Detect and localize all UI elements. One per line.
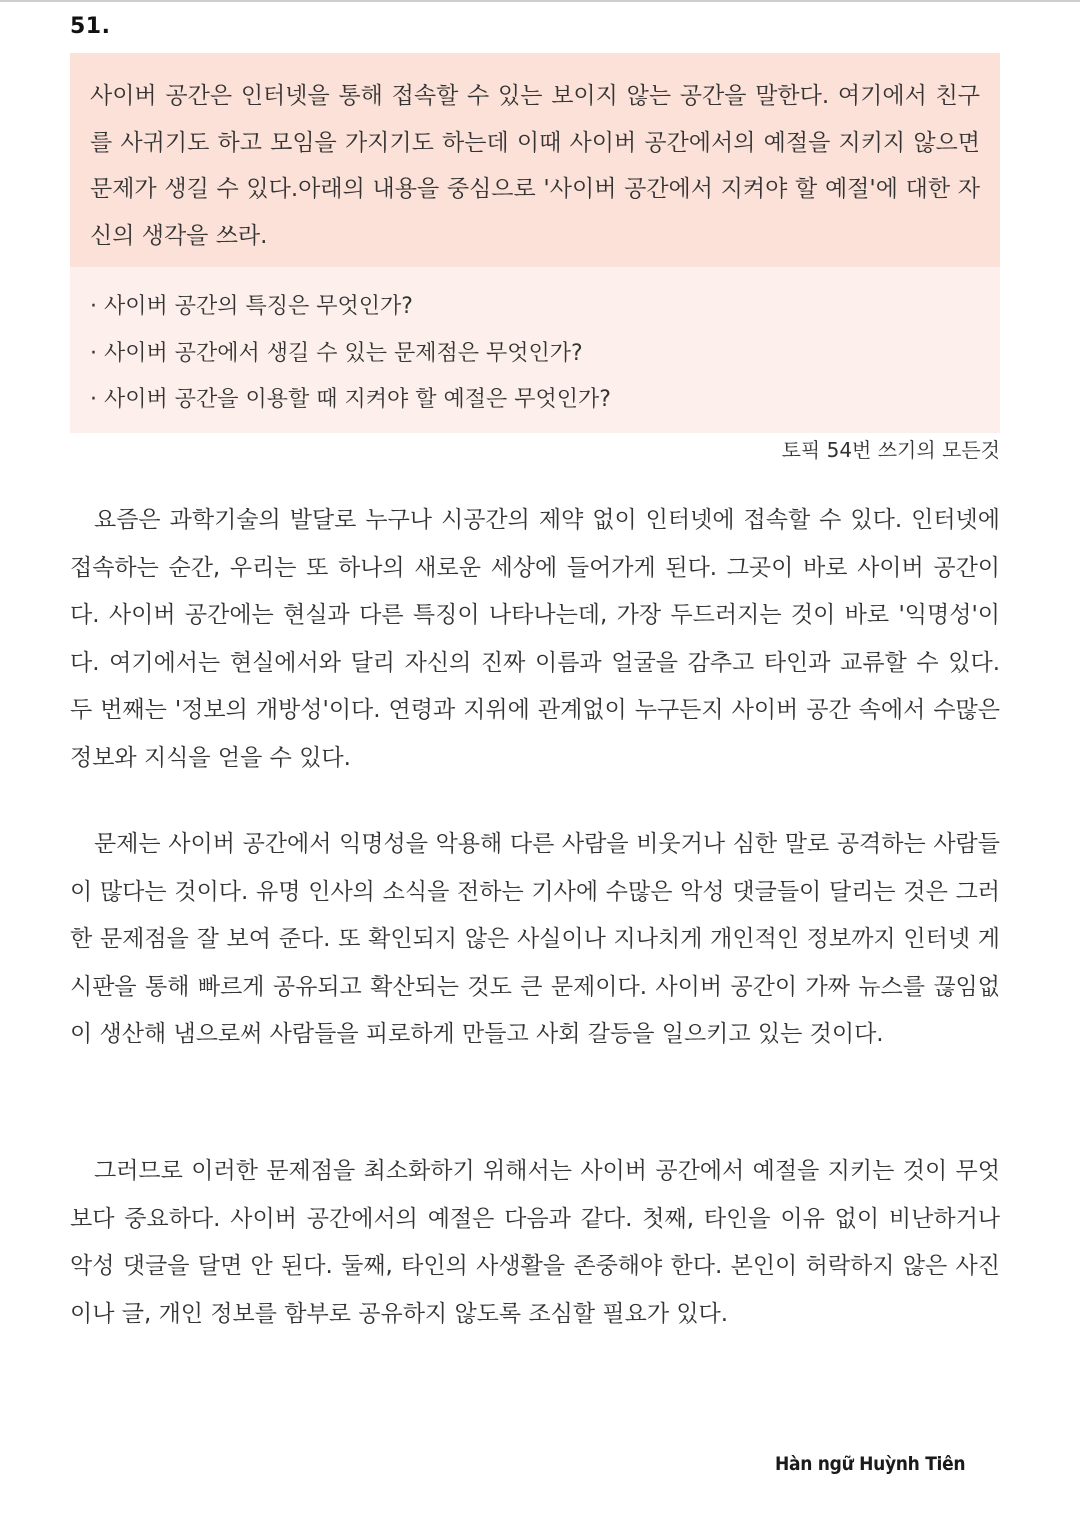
guide-box — [70, 267, 1000, 433]
essay-paragraph: 그러므로 이러한 문제점을 최소화하기 위해서는 사이버 공간에서 예절을 지키는 것이 무엇보다 중요하다. 사이버 공간에서의 예절은 다음과 같다. 첫째, 타인을 이유 없이 비난하거나 악성 댓글을 달면 안 된다. 둘째, 타인의 사생활을 존중해야 한다. 본인이 허락하지 않은 사진이나 글, 개인 정보를 함부로 공유하지 않도록 조심할 필요가 있다. — [70, 1158, 1000, 1327]
author-credit: Hàn ngữ Huỳnh Tiên — [775, 1453, 966, 1475]
guide-item: · 사이버 공간의 특징은 무엇인가? — [90, 294, 413, 319]
guide-list — [90, 284, 980, 424]
prompt-text: 사이버 공간은 인터넷을 통해 접속할 수 있는 보이지 않는 공간을 말한다. 여기에서 친구를 사귀기도 하고 모임을 가지기도 하는데 이때 사이버 공간에서의 예절을 지키지 않으면 문제가 생길 수 있다.아래의 내용을 중심으로 '사이버 공간에서 지켜야 할 예절'에 대한 자신의 생각을 쓰라. — [90, 83, 980, 249]
essay-paragraph: 문제는 사이버 공간에서 익명성을 악용해 다른 사람을 비웃거나 심한 말로 공격하는 사람들이 많다는 것이다. 유명 인사의 소식을 전하는 기사에 수많은 악성 댓글들이 달리는 것은 그러한 문제점을 잘 보여 준다. 또 확인되지 않은 사실이나 지나치게 개인적인 정보까지 인터넷 게시판을 통해 빠르게 공유되고 확산되는 것도 큰 문제이다. 사이버 공간이 가짜 뉴스를 끊임없이 생산해 냄으로써 사람들을 피로하게 만들고 사회 갈등을 일으키고 있는 것이다. — [70, 831, 1000, 1047]
guide-item: · 사이버 공간을 이용할 때 지켜야 할 예절은 무엇인가? — [90, 387, 611, 412]
prompt-box — [70, 53, 1000, 267]
essay-paragraph: 요즘은 과학기술의 발달로 누구나 시공간의 제약 없이 인터넷에 접속할 수 있다. 인터넷에 접속하는 순간, 우리는 또 하나의 새로운 세상에 들어가게 된다. 그곳이 바로 사이버 공간이다. 사이버 공간에는 현실과 다른 특징이 나타나는데, 가장 두드러지는 것이 바로 '익명성'이다. 여기에서는 현실에서와 달리 자신의 진짜 이름과 얼굴을 감추고 타인과 교류할 수 있다. 두 번째는 '정보의 개방성'이다. 연령과 지위에 관계없이 누구든지 사이버 공간 속에서 수많은 정보와 지식을 얻을 수 있다. — [70, 507, 1000, 771]
source-label: 토픽 54번 쓰기의 모든것 — [781, 438, 1000, 462]
guide-item: · 사이버 공간에서 생길 수 있는 문제점은 무엇인가? — [90, 340, 583, 366]
question-number: 51. — [70, 14, 111, 39]
top-divider — [0, 0, 1080, 2]
